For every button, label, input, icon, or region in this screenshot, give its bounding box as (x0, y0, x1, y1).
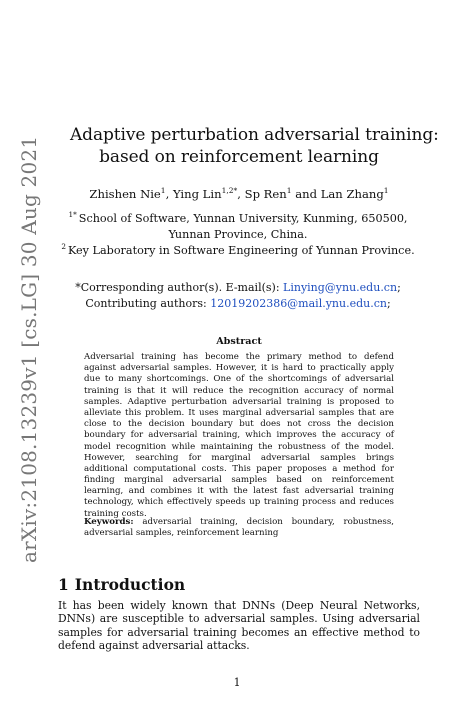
section-heading-introduction (58, 575, 278, 595)
keywords (84, 517, 394, 539)
title-line: Adaptive perturbation adversarial training: (70, 125, 439, 145)
affiliation-mark: 1* (68, 210, 77, 219)
corresponding-label: *Corresponding author(s). E-mail(s): (75, 281, 280, 294)
contributing-label: Contributing authors: (85, 297, 207, 310)
affiliation-text: Key Laboratory in Software Engineering of Yunnan Province. (68, 244, 415, 257)
keywords-text: adversarial training, decision boundary, robustness, adversarial samples, reinforcement learning (84, 517, 394, 539)
corresponding-email-link[interactable]: Linying@ynu.edu.cn (283, 281, 398, 294)
arxiv-identifier: arXiv:2108.13239v1 [cs.LG] 30 Aug 2021 (17, 135, 41, 563)
author-separator: , (237, 187, 245, 201)
author-name: Lan Zhang (320, 187, 384, 201)
title-line: based on reinforcement learning (99, 147, 379, 167)
affiliation-line: Yunnan Province, China. (168, 228, 308, 241)
paper-title (70, 124, 439, 168)
abstract-text: Adversarial training has become the primary method to defend against adversarial samples. However, it is hard to practically apply due to many shortcomings. One of the shortcomings of adversarial training is that it will reduce the recognition accuracy of normal samples. Adaptive perturbation adversarial training is proposed to alleviate this problem. It uses marginal adversarial samples that are close to the decision boundary but does not cross the decision boundary for adversarial training, which improves the accuracy of model recognition while maintaining the robustness of the model. However, searching for marginal adversarial samples brings additional computational costs. This paper proposes a method for finding marginal adversarial samples based on reinforcement learning, and combines it with the latest fast adversarial training technology, which effectively speeds up training process and reduces training costs. (84, 352, 394, 519)
author-separator: and (291, 187, 321, 201)
affiliation-mark: 2 (61, 242, 66, 251)
author-affiliation-mark: 1 (160, 186, 166, 195)
section-number: 1 (58, 575, 69, 594)
corresponding-author-line (60, 280, 416, 296)
author-list (70, 186, 408, 202)
affiliations (60, 211, 416, 259)
keywords-label: Keywords: (84, 517, 134, 527)
contributing-authors-line (60, 296, 416, 312)
affiliation-line (60, 243, 416, 259)
author-affiliation-mark: 1 (383, 186, 389, 195)
abstract-heading: Abstract (216, 336, 262, 347)
author-affiliation-mark: 1 (286, 186, 292, 195)
author-name: Zhishen Nie (89, 187, 161, 201)
author-separator: , (165, 187, 173, 201)
author-name: Ying Lin (172, 187, 222, 201)
email-separator: ; (386, 297, 391, 310)
author-name: Sp Ren (244, 187, 287, 201)
page-number: 1 (233, 676, 241, 689)
contributing-email-link[interactable]: 12019202386@mail.ynu.edu.cn (210, 297, 387, 310)
affiliation-line (60, 211, 416, 227)
section-title: Introduction (74, 575, 186, 594)
affiliation-text: School of Software, Yunnan University, Kunming, 650500, (78, 212, 408, 225)
introduction-paragraph: It has been widely known that DNNs (Deep Neural Networks, DNNs) are susceptible to adversarial samples. Using adversarial samples for adversarial training becomes an effective method to defend against adversarial attacks. (58, 599, 420, 652)
email-separator: ; (397, 281, 401, 294)
arxiv-stamp (17, 67, 41, 563)
author-contacts (60, 280, 416, 312)
author-affiliation-mark: 1,2* (221, 186, 238, 195)
